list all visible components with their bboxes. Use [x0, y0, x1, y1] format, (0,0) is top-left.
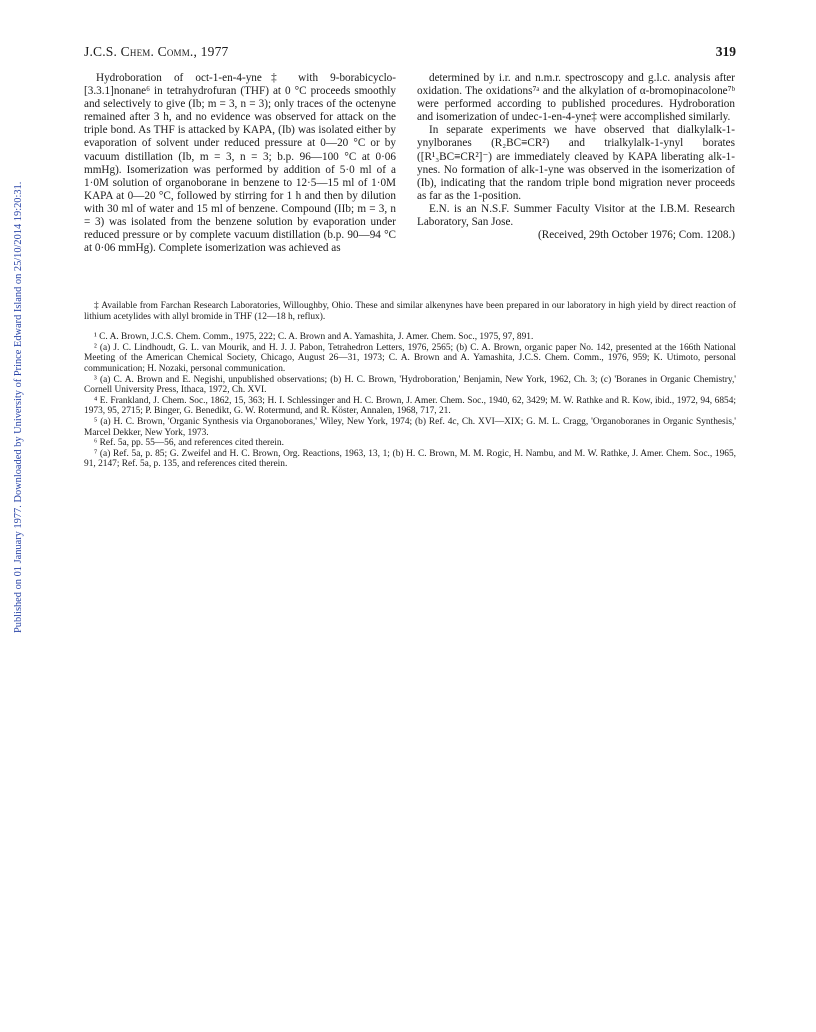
reference-4: ⁴ E. Frankland, J. Chem. Soc., 1862, 15, 363; H. I. Schlessinger and H. C. Brown, J. Amer. Chem. Soc., 1940, 62, 3429; M. W. Rathke and R. Kow, ibid., 1972, 94, 6854; 1973, 95, 2715; P. Binger, G. Benedikt, G. W. Rotermund, and R. Köster, Annalen, 1968, 717, 21.: [84, 395, 736, 417]
reference-1: ¹ C. A. Brown, J.C.S. Chem. Comm., 1975, 222; C. A. Brown and A. Yamashita, J. Amer. Chem. Soc., 1975, 97, 891.: [94, 332, 534, 343]
journal-title: [84, 44, 228, 60]
footnote-double-dagger: ‡ Available from Farchan Research Laboratories, Willoughby, Ohio. These and similar alkenynes have been prepared in our laboratory in high yield by direct reaction of lithium acetylides with allyl bromide in THF (12—18 h, reflux).: [84, 301, 736, 322]
footnotes: [84, 301, 736, 470]
right-column: [417, 72, 735, 242]
acknowledgement: E.N. is an N.S.F. Summer Faculty Visitor at the I.B.M. Research Laboratory, San Jose.: [417, 202, 735, 229]
publication-sidebar: [0, 0, 26, 640]
left-column: [84, 72, 396, 255]
body-paragraph: determined by i.r. and n.m.r. spectroscopy and g.l.c. analysis after oxidation. The oxidations⁷ᵃ and the alkylation of α-bromopinacolone⁷ᵇ were performed according to published procedures. Hydroboration and isomerization of undec-1-en-4-yne‡ were accomplished similarly.: [417, 72, 735, 124]
journal-year: , 1977: [193, 44, 229, 59]
reference-6: ⁶ Ref. 5a, pp. 55—56, and references cited therein.: [94, 438, 284, 449]
body-paragraph: In separate experiments we have observed that dialkylalk-1-ynylboranes (R₂BC≡CR²) and trialkylalk-1-ynyl borates ([R¹₃BC≡CR²]⁻) are immediately cleaved by KAPA liberating alk-1-ynes. No formation of alk-1-yne was observed in the isomerization of (Ib), indicating that the random triple bond migration never proceeds as far as the 1-position.: [417, 124, 735, 202]
journal-name: Chem. Comm.: [120, 44, 194, 59]
reference-7: ⁷ (a) Ref. 5a, p. 85; G. Zweifel and H. C. Brown, Org. Reactions, 1963, 13, 1; (b) H. C. Brown, M. M. Rogic, H. Nambu, and M. W. Rathke, J. Amer. Chem. Soc., 1965, 91, 2147; Ref. 5a, p. 135, and references cited therein.: [84, 448, 736, 470]
download-notice: Published on 01 January 1977. Downloaded by University of Prince Edward Island on 25/10/2014 19:20:31.: [13, 181, 24, 633]
page-number: 319: [715, 44, 736, 59]
reference-3: ³ (a) C. A. Brown and E. Negishi, unpublished observations; (b) H. C. Brown, 'Hydroboration,' Benjamin, New York, 1962, Ch. 3; (c) 'Boranes in Organic Chemistry,' Cornell University Press, Ithaca, 1972, Ch. XVI.: [84, 374, 736, 396]
body-paragraph: Hydroboration of oct-1-en-4-yne‡ with 9-borabicyclo-[3.3.1]nonane⁶ in tetrahydrofuran (THF) at 0 °C proceeds smoothly and selectively to give (Ib; m = 3, n = 3); only traces of the octenyne remained after 3 h, and no evidence was observed for attack on the triple bond. As THF is attacked by KAPA, (Ib) was isolated either by evaporation of solvent under reduced pressure at 0—20 °C or by vacuum distillation (Ib, m = 3, n = 3; b.p. 96—100 °C at 0·06 mmHg). Isomerization was performed by addition of 5·0 ml of a 1·0M solution of organoborane in benzene to 12·5—15 ml of 1·0M KAPA at 0—20 °C, followed by stirring for 1 h and then by dilution with 30 ml of water and 15 ml of benzene. Compound (IIb; m = 3, n = 3) was isolated from the benzene solution by evaporation under reduced pressure or by complete vacuum distillation (b.p. 90—94 °C at 0·06 mmHg). Complete isomerization was achieved as: [84, 72, 396, 255]
received-line: (Received, 29th October 1976; Com. 1208.): [538, 229, 735, 242]
reference-2: ² (a) J. C. Lindhoudt, G. L. van Mourik, and H. J. J. Pabon, Tetrahedron Letters, 1976, 2565; (b) C. A. Brown, organic paper No. 142, presented at the 166th National Meeting of the American Chemical Society, Chicago, August 26—31, 1973; C. A. Brown and A. Yamashita, J.C.S. Chem. Comm., 1976, 959; K. Utimoto, personal communication; H. Nozaki, personal communication.: [84, 342, 736, 374]
journal-prefix: J.C.S.: [84, 44, 121, 59]
running-header: [84, 44, 736, 64]
reference-5: ⁵ (a) H. C. Brown, 'Organic Synthesis via Organoboranes,' Wiley, New York, 1974; (b) Ref. 4c, Ch. XVI—XIX; G. M. L. Cragg, 'Organoboranes in Organic Synthesis,' Marcel Dekker, New York, 1973.: [84, 416, 736, 438]
